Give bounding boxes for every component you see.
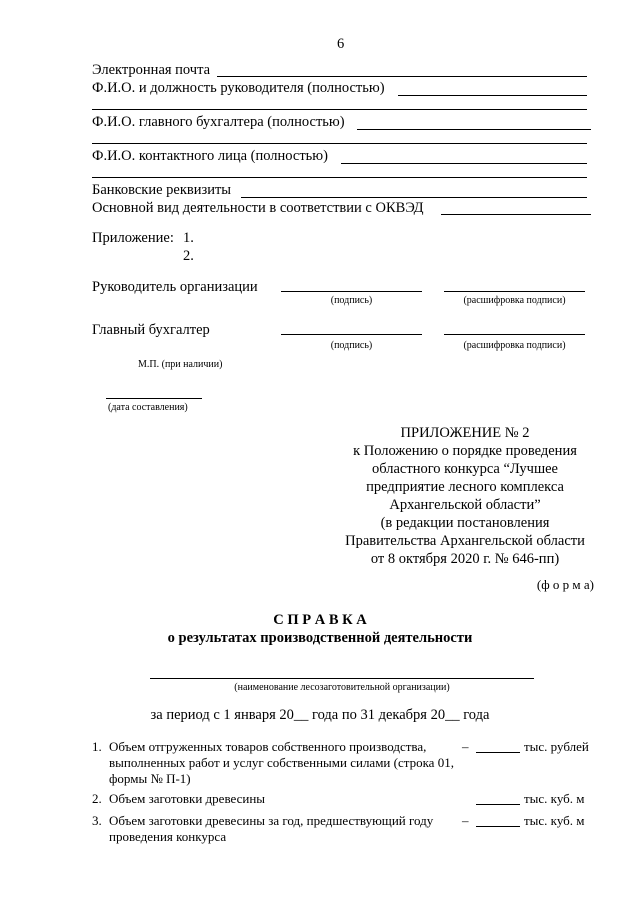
item-1-line-1: Объем отгруженных товаров собственного производства, bbox=[109, 739, 427, 754]
item-2-unit: тыс. куб. м bbox=[524, 791, 585, 806]
item-3-line-1: Объем заготовки древесины за год, предшествующий году bbox=[109, 813, 434, 828]
chief-accountant-extra-line bbox=[92, 143, 587, 144]
head-name-label: Ф.И.О. и должность руководителя (полностью) bbox=[92, 80, 385, 96]
annex-line-4: предприятие лесного комплекса bbox=[366, 479, 564, 495]
head-decoding-line bbox=[444, 291, 585, 292]
accountant-decoding-line bbox=[444, 334, 585, 335]
period-line: за период с 1 января 20__ года по 31 декабря 20__ года bbox=[150, 707, 490, 723]
item-3-unit: тыс. куб. м bbox=[524, 813, 585, 828]
annex-line-7: Правительства Архангельской области bbox=[345, 533, 585, 549]
email-label: Электронная почта bbox=[92, 62, 211, 78]
bank-details-label: Банковские реквизиты bbox=[92, 182, 232, 198]
head-name-fill-line bbox=[398, 95, 587, 96]
appendix-label: Приложение: bbox=[92, 230, 174, 246]
item-3-number: 3. bbox=[92, 813, 102, 828]
date-caption: (дата составления) bbox=[108, 402, 188, 413]
item-1-line-2: выполненных работ и услуг собственными силами (строка 01, bbox=[109, 755, 454, 770]
date-line bbox=[106, 398, 202, 399]
item-2-value-line bbox=[476, 804, 520, 805]
annex-line-2: к Положению о порядке проведения bbox=[353, 443, 577, 459]
head-signature-caption: (подпись) bbox=[330, 295, 373, 306]
chief-accountant-fill-line bbox=[357, 129, 591, 130]
annex-line-1: ПРИЛОЖЕНИЕ № 2 bbox=[400, 425, 530, 441]
contact-person-fill-line bbox=[341, 163, 587, 164]
certificate-title: С П Р А В К А bbox=[273, 612, 367, 628]
page-number: 6 bbox=[337, 36, 345, 52]
annex-line-5: Архангельской области” bbox=[389, 497, 541, 513]
item-1-dash: – bbox=[462, 739, 469, 754]
org-name-line bbox=[150, 678, 534, 679]
head-decoding-caption: (расшифровка подписи) bbox=[463, 295, 566, 306]
form-label: (ф о р м а) bbox=[536, 577, 594, 592]
chief-accountant-label: Ф.И.О. главного бухгалтера (полностью) bbox=[92, 114, 345, 130]
stamp-caption: М.П. (при наличии) bbox=[138, 359, 223, 370]
item-1-line-3: формы № П-1) bbox=[109, 771, 191, 786]
email-fill-line bbox=[217, 76, 587, 77]
item-2-line-1: Объем заготовки древесины bbox=[109, 791, 266, 806]
annex-line-6: (в редакции постановления bbox=[380, 515, 550, 531]
item-1-unit: тыс. рублей bbox=[524, 739, 589, 754]
item-3-line-2: проведения конкурса bbox=[109, 829, 227, 844]
head-name-extra-line bbox=[92, 109, 587, 110]
contact-person-label: Ф.И.О. контактного лица (полностью) bbox=[92, 148, 328, 164]
head-signature-line bbox=[281, 291, 422, 292]
annex-line-8: от 8 октября 2020 г. № 646-пп) bbox=[370, 551, 560, 567]
item-1-number: 1. bbox=[92, 739, 102, 754]
certificate-subtitle: о результатах производственной деятельности bbox=[167, 630, 473, 646]
item-1-value-line bbox=[476, 752, 520, 753]
accountant-signature-line bbox=[281, 334, 422, 335]
annex-line-3: областного конкурса “Лучшее bbox=[371, 461, 558, 477]
item-2-number: 2. bbox=[92, 791, 102, 806]
contact-person-extra-line bbox=[92, 177, 587, 178]
appendix-item-2: 2. bbox=[183, 248, 194, 264]
org-name-caption: (наименование лесозаготовительной организации) bbox=[234, 682, 450, 693]
accountant-signature-caption: (подпись) bbox=[330, 340, 373, 351]
main-activity-fill-line bbox=[441, 214, 591, 215]
accountant-decoding-caption: (расшифровка подписи) bbox=[463, 340, 566, 351]
bank-details-fill-line bbox=[241, 197, 587, 198]
appendix-item-1: 1. bbox=[183, 230, 194, 246]
main-activity-label: Основной вид деятельности в соответствии с ОКВЭД bbox=[92, 200, 424, 216]
item-3-value-line bbox=[476, 826, 520, 827]
item-3-dash: – bbox=[462, 813, 469, 828]
accountant-signature-label: Главный бухгалтер bbox=[92, 322, 210, 338]
head-signature-label: Руководитель организации bbox=[92, 279, 258, 295]
